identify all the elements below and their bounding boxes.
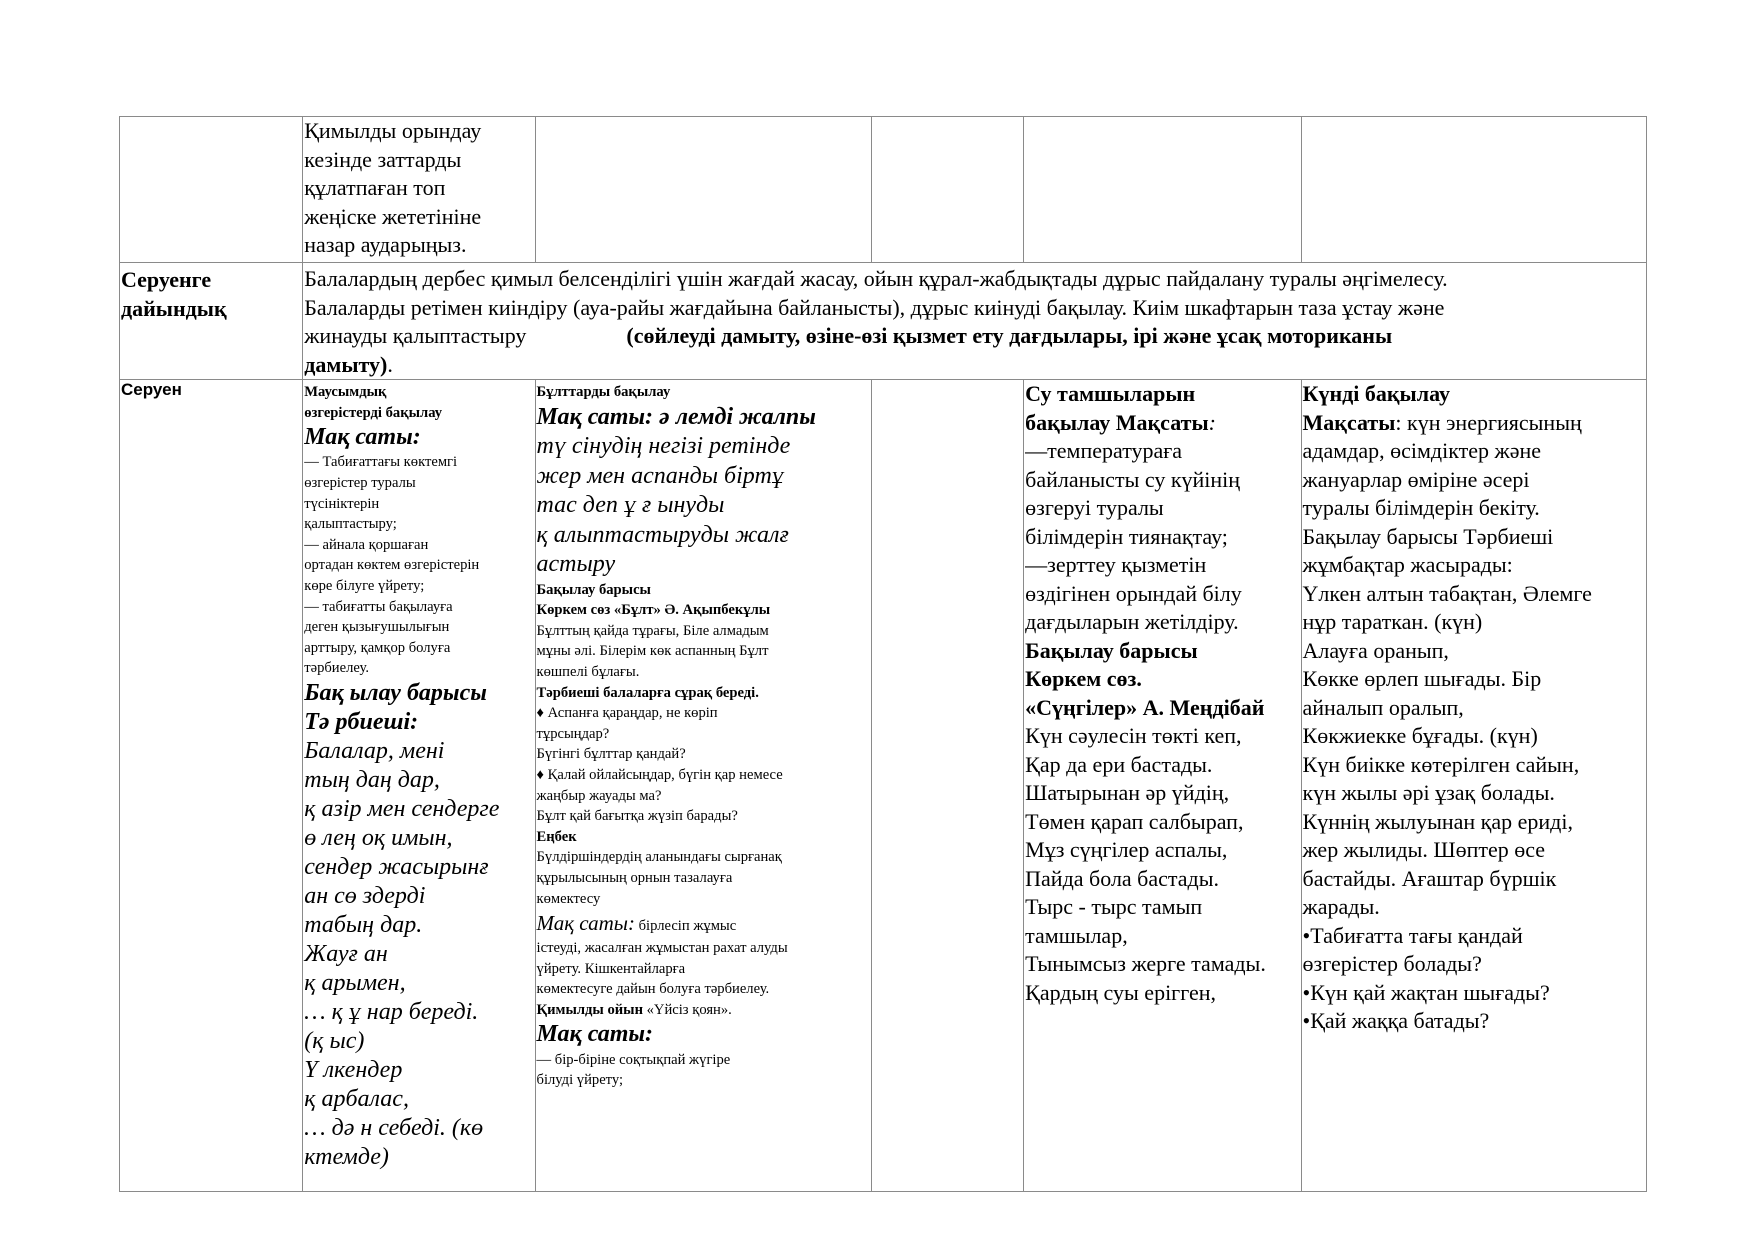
text-line: жарады. bbox=[1302, 894, 1380, 919]
question-line: Бүгінгі бұлттар қандай? bbox=[536, 746, 686, 763]
note-line: кезінде заттарды bbox=[304, 146, 462, 172]
goal-line: —зерттеу қызметін bbox=[1025, 552, 1207, 577]
goal-line: тәрбиелеу. bbox=[304, 660, 369, 677]
skills-note: (сөйлеуді дамыту, өзіне-өзі қызмет ету дағдылары, ірі және ұсақ моториканы bbox=[626, 323, 1393, 348]
poem-line: Мұз сүңгілер аспалы, bbox=[1025, 837, 1228, 862]
row1-empty-cell bbox=[535, 117, 871, 263]
table-row bbox=[120, 380, 1647, 1192]
poem-line: көшпелі бұлағы. bbox=[536, 663, 640, 680]
walk-prep-text bbox=[303, 263, 1647, 380]
goal-heading: Мақ саты: bbox=[536, 1021, 654, 1048]
questions-heading: Тәрбиеші балаларға сұрақ береді. bbox=[536, 684, 759, 701]
walk-label: Серуен bbox=[120, 380, 303, 1192]
text-line: күн жылы әрі ұзақ болады. bbox=[1302, 780, 1555, 805]
poem-line: Қардың суы ерігген, bbox=[1025, 979, 1216, 1005]
bold-heading: Көркем сөз. bbox=[1025, 666, 1142, 691]
goal-line: ортадан көктем өзгерістерін bbox=[304, 557, 480, 574]
text-line: Балаларды ретімен киіндіру (ауа-райы жағдайына байланысты), дұрыс киінуді бақылау. Киім шкафтарын таза ұстау және bbox=[304, 294, 1445, 320]
heading-line bbox=[1025, 409, 1299, 438]
text-line: Күннің жылуынан қар ериді, bbox=[1302, 808, 1573, 834]
row1-empty-cell bbox=[1024, 117, 1301, 263]
text-line: •Қай жаққа батады? bbox=[1302, 1008, 1490, 1033]
water-drops-observation-cell bbox=[1024, 380, 1301, 1192]
labor-line: құрылысының орнын тазалауға bbox=[536, 869, 733, 886]
plan-table bbox=[119, 116, 1647, 1192]
goal-text: : күн энергиясының bbox=[1395, 409, 1582, 435]
text-line: Алауға оранып, bbox=[1302, 637, 1449, 663]
heading-line: Күнді бақылау bbox=[1302, 381, 1450, 406]
goal-heading: Мақ саты: bbox=[304, 424, 421, 451]
poem-line: Тырс - тырс тамып bbox=[1025, 894, 1203, 919]
heading-colon: : bbox=[1208, 409, 1216, 435]
row1-label-cell bbox=[120, 117, 303, 263]
heading-text: бақылау Мақсаты bbox=[1025, 409, 1209, 435]
text-span: . bbox=[387, 351, 393, 377]
poem-line: Қар да ери бастады. bbox=[1025, 751, 1213, 777]
poem-line: Шатырынан әр үйдің, bbox=[1025, 780, 1230, 805]
text-line: Балалардың дербес қимыл белсенділігі үшін жағдай жасау, ойын құрал-жабдықтады дұрыс пайдалану туралы әңгімелесу. bbox=[304, 266, 1448, 291]
text-line bbox=[304, 351, 1645, 380]
goal-line: тас деп ұ ғ ынуды bbox=[536, 492, 725, 519]
goal-line: — табиғатты бақылауға bbox=[304, 598, 453, 615]
labor-line: Бүлдіршіндердің аланындағы сырғанақ bbox=[536, 849, 782, 866]
bold-heading: Бақылау барысы bbox=[1025, 637, 1198, 663]
poem-line: табың дар. bbox=[304, 912, 423, 939]
label-line: Серуенге bbox=[121, 267, 212, 292]
title-line: Бұлттарды бақылау bbox=[536, 384, 671, 400]
question-line: Бұлт қай бағытқа жүзіп барады? bbox=[536, 808, 738, 825]
goal-line: өзгерістер туралы bbox=[304, 474, 416, 491]
text-line: Күн биікке көтерілген сайын, bbox=[1302, 751, 1580, 777]
poem-line: қ арымен, bbox=[304, 970, 406, 997]
text-line bbox=[304, 322, 1645, 351]
goal-line: дағдыларын жетілдіру. bbox=[1025, 609, 1239, 634]
poem-line: … қ ұ нар береді. bbox=[304, 999, 479, 1026]
text-line: адамдар, өсімдіктер және bbox=[1302, 438, 1542, 463]
question-line: тұрсыңдар? bbox=[536, 725, 610, 742]
text-span: жинауды қалыптастыру bbox=[304, 323, 527, 348]
title-line: өзгерістерді бақылау bbox=[304, 404, 443, 421]
poem-line: Ү лкендер bbox=[304, 1057, 403, 1084]
goal-line: көмектесуге дайын болуға тәрбиелеу. bbox=[536, 981, 770, 998]
table-row bbox=[120, 263, 1647, 380]
goal-line: қалыптастыру; bbox=[304, 516, 397, 533]
text-line: •Табиғатта тағы қандай bbox=[1302, 922, 1523, 948]
poem-line: қ арбалас, bbox=[304, 1086, 409, 1113]
goal-line bbox=[1303, 409, 1645, 438]
observation-heading: Тә рбиеші: bbox=[304, 709, 419, 736]
text-line: айналып оралып, bbox=[1302, 694, 1464, 720]
question-line: жаңбыр жауады ма? bbox=[536, 787, 662, 804]
poem-line: ан сө здерді bbox=[304, 883, 426, 910]
art-word-heading: Көркем сөз «Бұлт» Ә. Ақыпбекұлы bbox=[536, 602, 771, 619]
poem-line: сендер жасырынғ bbox=[304, 854, 489, 881]
game-line bbox=[537, 1000, 870, 1021]
goal-line: — айнала қоршаған bbox=[304, 536, 429, 553]
note-line: Қимылды орындау bbox=[304, 118, 482, 143]
goal-line: істеуді, жасалған жұмыстан рахат алуды bbox=[536, 940, 788, 957]
title-line: Маусымдық bbox=[304, 384, 387, 400]
seasonal-observation-cell bbox=[303, 380, 535, 1192]
goal-line: көре білуге үйрету; bbox=[304, 577, 425, 594]
text-line: Үлкен алтын табақтан, Әлемге bbox=[1302, 580, 1592, 606]
goal-line: — Табиғаттағы көктемгі bbox=[304, 454, 458, 471]
row1-note-cell bbox=[303, 117, 535, 263]
text-line: бастайды. Ағаштар бүршік bbox=[1302, 865, 1557, 891]
goal-heading: Мақ саты: bbox=[536, 911, 635, 936]
note-line: жеңіске жететініне bbox=[304, 203, 482, 229]
goal-line: байланысты су күйінің bbox=[1025, 466, 1241, 492]
poem-line: Тынымсыз жерге тамады. bbox=[1025, 951, 1266, 976]
goal-line: астыру bbox=[536, 551, 616, 578]
poem-line: ктемде) bbox=[304, 1144, 389, 1171]
poem-line: Балалар, мені bbox=[304, 738, 445, 765]
labor-goal-line bbox=[537, 909, 870, 938]
poem-line: Төмен қарап салбырап, bbox=[1025, 808, 1244, 834]
text-line: өзгерістер болады? bbox=[1302, 951, 1482, 976]
goal-line: түсініктерін bbox=[304, 495, 380, 512]
goal-line: білуді үйрету; bbox=[536, 1072, 624, 1089]
text-line: туралы білімдерін бекіту. bbox=[1302, 495, 1540, 520]
empty-cell bbox=[871, 380, 1023, 1192]
question-line: ♦ Қалай ойлайсыңдар, бүгін қар немесе bbox=[536, 766, 783, 783]
text-line: Бақылау барысы Тәрбиеші bbox=[1302, 523, 1554, 549]
text-line: Көкжиекке бұғады. (күн) bbox=[1302, 723, 1538, 748]
goal-line: —температураға bbox=[1025, 438, 1183, 463]
poem-line: (қ ыс) bbox=[304, 1028, 365, 1055]
note-line: құлатпаған топ bbox=[304, 175, 446, 200]
poem-line: Жауғ ан bbox=[304, 941, 388, 968]
poem-line: қ азір мен сендерге bbox=[304, 796, 500, 823]
cloud-observation-cell bbox=[535, 380, 871, 1192]
text-line: Көкке өрлеп шығады. Бір bbox=[1302, 666, 1542, 691]
row1-empty-cell bbox=[1301, 117, 1646, 263]
goal-line: арттыру, қамқор болуға bbox=[304, 639, 451, 656]
goal-line: өзгеруі туралы bbox=[1025, 495, 1164, 520]
heading-line: Су тамшыларын bbox=[1025, 381, 1196, 406]
table-row bbox=[120, 117, 1647, 263]
goal-line: Мақ саты: ә лемді жалпы bbox=[536, 403, 816, 430]
note-line: назар аударыңыз. bbox=[304, 232, 467, 257]
goal-line: жер мен аспанды біртұ bbox=[536, 462, 784, 489]
bold-heading: «Сүңгілер» А. Меңдібай bbox=[1025, 694, 1265, 720]
text-line: •Күн қай жақтан шығады? bbox=[1302, 979, 1550, 1005]
observation-heading: Бақ ылау барысы bbox=[304, 679, 487, 706]
goal-line: үйрету. Кішкентайларға bbox=[536, 960, 686, 977]
walk-prep-label bbox=[120, 263, 303, 380]
goal-line: деген қызығушылығын bbox=[304, 619, 450, 636]
poem-line: Күн сәулесін төкті кеп, bbox=[1025, 723, 1242, 748]
goal-line: тү сінудің негізі ретінде bbox=[536, 433, 791, 460]
labor-line: көмектесу bbox=[536, 890, 601, 907]
text-line: жұмбақтар жасырады: bbox=[1302, 552, 1513, 577]
text-line: нұр тараткан. (күн) bbox=[1302, 609, 1483, 634]
goal-line: — бір-біріне соқтықпай жүгіре bbox=[536, 1051, 731, 1068]
goal-line: білімдерін тиянақтау; bbox=[1025, 523, 1228, 549]
game-name: «Үйсіз қоян». bbox=[642, 1001, 732, 1018]
question-line: ♦ Аспанға қараңдар, не көріп bbox=[536, 705, 718, 722]
row1-empty-cell bbox=[871, 117, 1023, 263]
skills-note-end: дамыту) bbox=[304, 351, 388, 377]
sun-observation-cell bbox=[1301, 380, 1646, 1192]
goal-line: өздігінен орындай білу bbox=[1025, 580, 1242, 606]
poem-line: … дә н себеді. (кө bbox=[304, 1115, 484, 1142]
game-label: Қимылды ойын bbox=[536, 1001, 643, 1018]
goal-label: Мақсаты bbox=[1302, 409, 1396, 435]
text-line: жер жылиды. Шөптер өсе bbox=[1302, 837, 1546, 862]
poem-line: ө лең оқ имын, bbox=[304, 825, 453, 852]
poem-line: тың даң дар, bbox=[304, 767, 440, 794]
goal-line: қ алыптастыруды жалғ bbox=[536, 521, 789, 548]
poem-line: Пайда бола бастады. bbox=[1025, 865, 1220, 891]
poem-line: тамшылар, bbox=[1025, 922, 1128, 948]
poem-line: Бұлттың қайда тұрағы, Біле алмадым bbox=[536, 622, 769, 639]
observation-heading: Бақылау барысы bbox=[536, 581, 651, 598]
label-line: дайындық bbox=[121, 295, 227, 321]
text-line: жануарлар өміріне әсері bbox=[1302, 466, 1530, 492]
goal-text: бірлесіп жұмыс bbox=[634, 918, 737, 935]
labor-heading: Еңбек bbox=[536, 828, 577, 845]
poem-line: мұны әлі. Білерім көк аспанның Бұлт bbox=[536, 643, 769, 660]
